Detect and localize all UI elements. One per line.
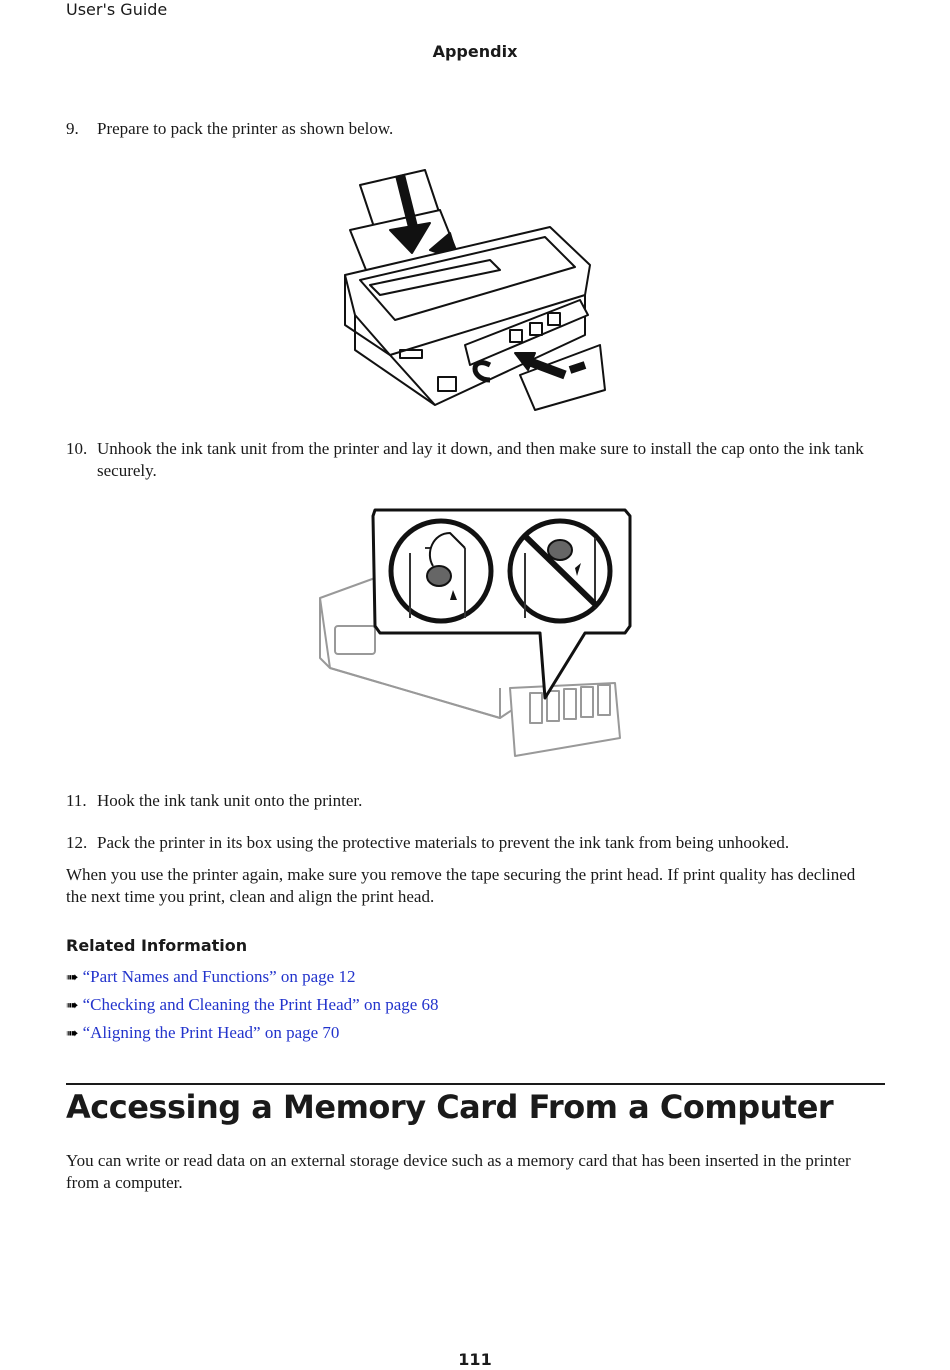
section-divider: [66, 1083, 885, 1085]
related-link[interactable]: [66, 994, 439, 1017]
page-number: 111: [458, 1350, 492, 1369]
note-paragraph: When you use the printer again, make sure you remove the tape securing the print head. If print quality has declined the next time you print, clean and align the print head.: [66, 865, 856, 906]
arrow-right-icon: ➠: [66, 1026, 79, 1042]
step-12: [66, 832, 886, 854]
step-text: Pack the printer in its box using the protective materials to prevent the ink tank from being unhooked.: [97, 833, 790, 852]
step-text: Hook the ink tank unit onto the printer.: [97, 791, 363, 810]
step-9: [66, 118, 886, 140]
arrow-right-icon: ➠: [66, 970, 79, 986]
step-10: [66, 438, 886, 482]
header-guide-title: User's Guide: [66, 0, 168, 19]
step-number: 10.: [66, 439, 88, 458]
related-information-title: Related Information: [66, 936, 248, 955]
step-11: [66, 790, 886, 812]
related-link[interactable]: [66, 966, 355, 989]
arrow-right-icon: ➠: [66, 998, 79, 1014]
section-heading: Accessing a Memory Card From a Computer: [66, 1088, 834, 1126]
step-text: Unhook the ink tank unit from the printer and lay it down, and then make sure to install the cap onto the ink tank securely.: [97, 439, 864, 480]
step-number: 9.: [66, 119, 79, 138]
related-link-text[interactable]: “Checking and Cleaning the Print Head” on page 68: [82, 995, 439, 1014]
related-link-text[interactable]: “Part Names and Functions” on page 12: [82, 967, 356, 986]
printer-packing-illustration: [330, 165, 620, 415]
ink-tank-cap-illustration: [315, 508, 640, 766]
step-number: 12.: [66, 833, 88, 852]
step-text: Prepare to pack the printer as shown below.: [97, 119, 394, 138]
section-body: You can write or read data on an external storage device such as a memory card that has been inserted in the printer from a computer.: [66, 1151, 851, 1192]
related-link-text[interactable]: “Aligning the Print Head” on page 70: [82, 1023, 340, 1042]
step-number: 11.: [66, 791, 87, 810]
header-section-title: Appendix: [432, 42, 518, 61]
related-link[interactable]: [66, 1022, 339, 1045]
